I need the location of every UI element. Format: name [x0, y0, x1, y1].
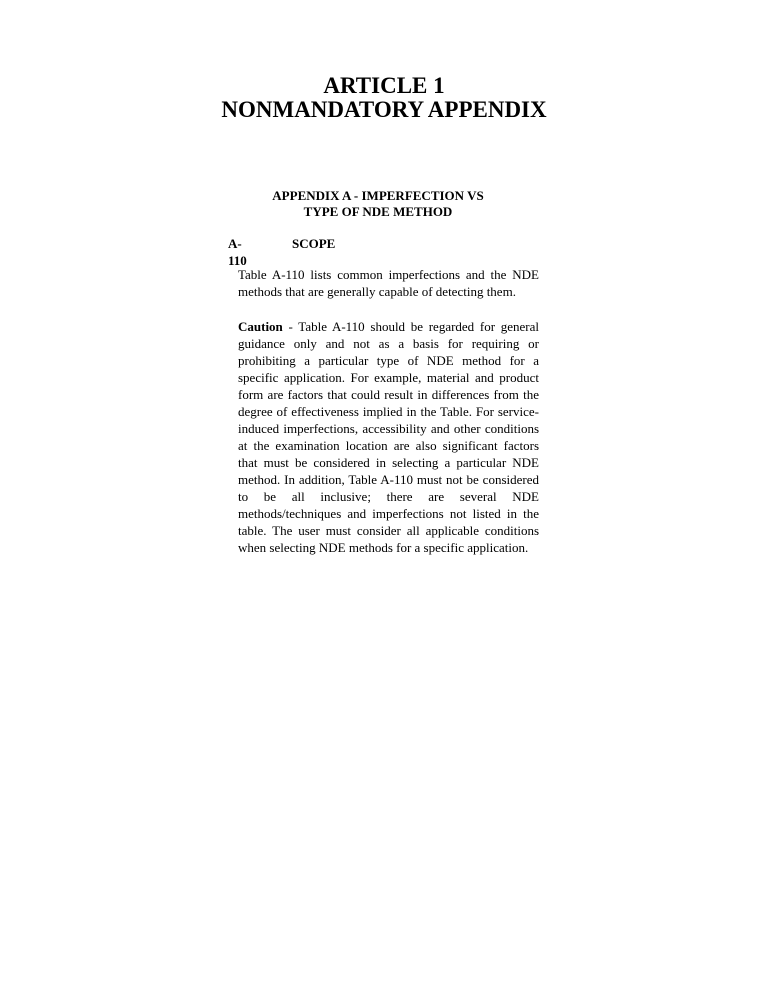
article-subtitle: NONMANDATORY APPENDIX	[221, 97, 547, 122]
appendix-title: APPENDIX A - IMPERFECTION VS	[272, 188, 484, 203]
caution-label: Caution	[238, 319, 283, 334]
section-title: SCOPE	[292, 236, 336, 251]
caution-text: - Table A-110 should be regarded for general guidance only and not as a basis for requiring or prohibiting a particular type of NDE method for a specific application. For example, material and product form are factors that could result in differences from the degree of effectiveness implied in the Table. For service-induced imperfections, accessibility and other conditions at the examination location are also significant factors that must be considered in selecting a particular NDE method. In addition, Table A-110 must not be considered to be all inclusive; there are several NDE methods/techniques and imperfections not listed in the table. The user must consider all applicable conditions when selecting NDE methods for a specific application.	[238, 319, 539, 555]
caution-paragraph	[228, 318, 539, 556]
scope-paragraph	[228, 266, 539, 300]
section-number: A-110	[228, 236, 247, 268]
article-title: ARTICLE 1	[323, 73, 445, 98]
appendix-subtitle: TYPE OF NDE METHOD	[303, 204, 453, 219]
scope-text: Table A-110 lists common imperfections and the NDE methods that are generally capable of detecting them.	[238, 267, 539, 299]
